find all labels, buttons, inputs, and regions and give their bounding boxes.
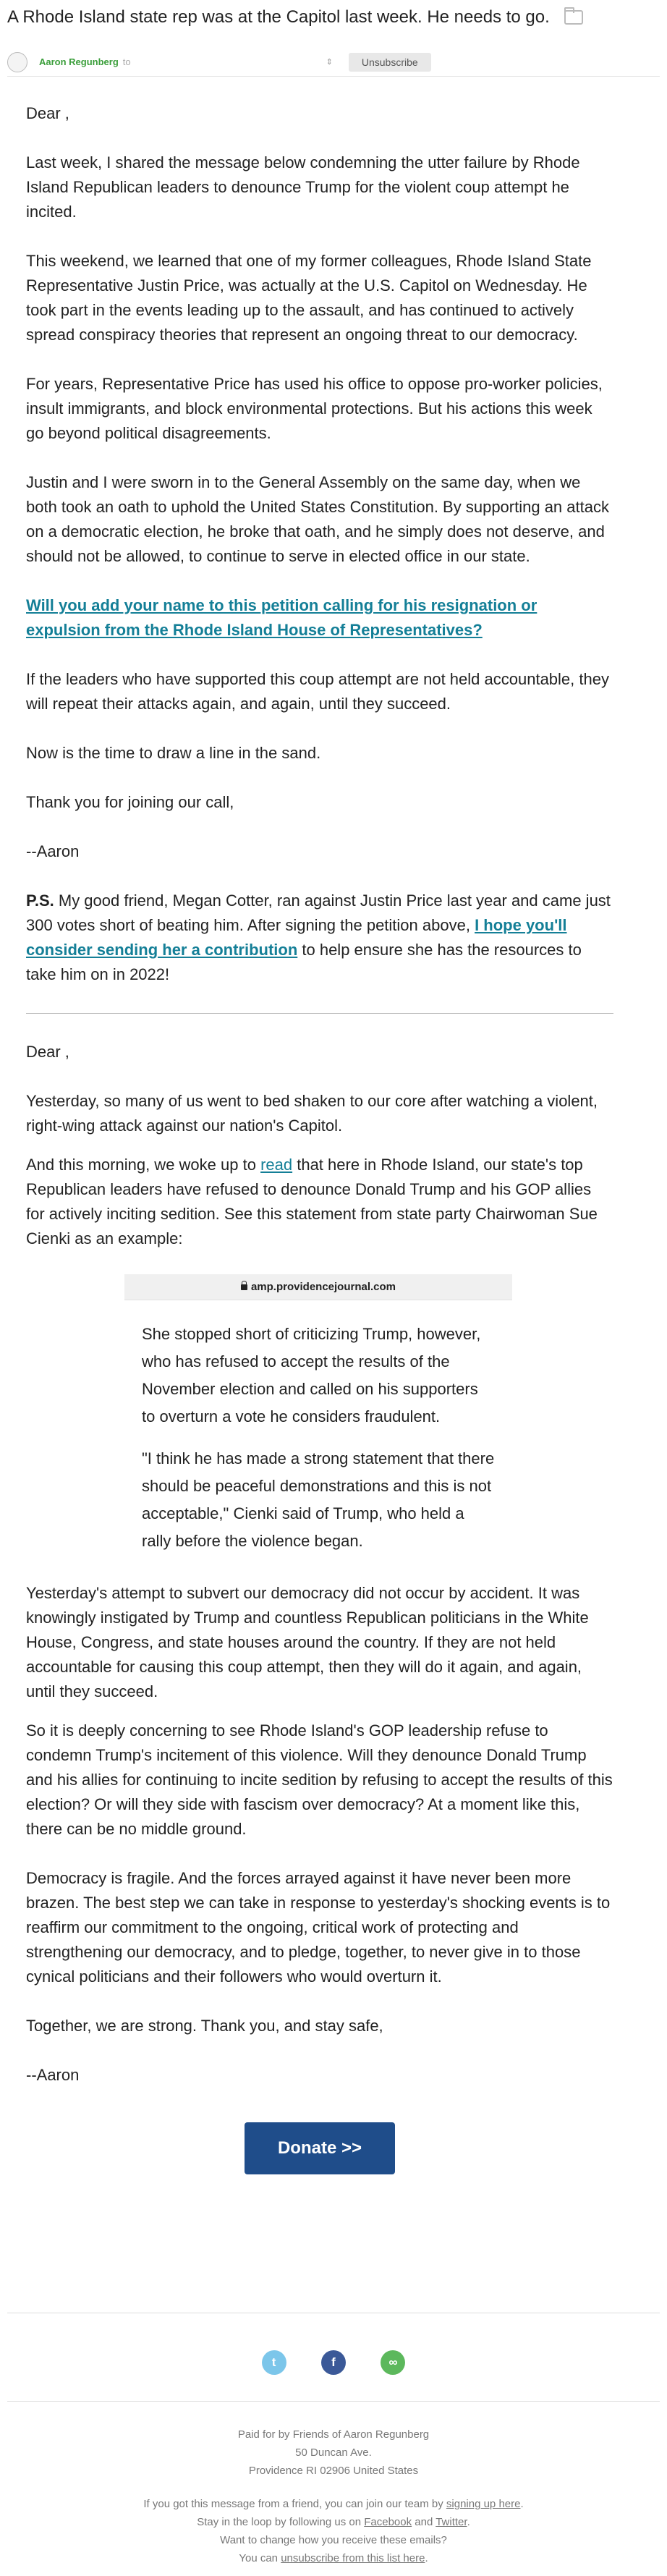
greeting: Dear , <box>26 1043 69 1061</box>
signoff: --Aaron <box>26 842 80 860</box>
paragraph: Together, we are strong. Thank you, and stay safe, <box>26 2017 383 2035</box>
paragraph: This weekend, we learned that one of my former colleagues, Rhode Island State Representative Justin Price, was actually at the U.S. Capitol on Wednesday. He took part in the events leading up to the assault, and has continued to actively spread conspiracy theories that represent an ongoing threat to our democracy. <box>26 252 592 344</box>
paragraph: Thank you for joining our call, <box>26 793 234 811</box>
loop-line: Stay in the loop by following us on Facebook and Twitter. <box>197 2516 470 2528</box>
paragraph: Last week, I shared the message below condemning the utter failure by Rhode Island Republican leaders to denounce Trump for the violent coup attempt he incited. <box>26 153 580 221</box>
join-line: If you got this message from a friend, you can join our team by signing up here. <box>143 2498 524 2510</box>
unsubscribe-button[interactable]: Unsubscribe <box>349 53 431 72</box>
contribution-link[interactable]: I hope you'll consider sending her a contribution <box>26 916 567 959</box>
postscript <box>26 889 613 987</box>
social-links <box>0 2350 667 2375</box>
email-body <box>26 101 613 2174</box>
quote-paragraph: "I think he has made a strong statement that there should be peaceful demonstrations and this is not acceptable," Cienki said of Trump, who held a rally before the violence began. <box>142 1449 495 1550</box>
ps-label: P.S. <box>26 891 54 910</box>
paragraph: Now is the time to draw a line in the sand. <box>26 744 321 762</box>
sort-arrows-icon[interactable]: ⇕ <box>326 58 333 67</box>
facebook-icon[interactable]: f <box>321 2350 346 2375</box>
quote-card <box>124 1274 512 1555</box>
ps-end: to help ensure she has the resources to take him on in 2022! <box>26 941 582 983</box>
paragraph: So it is deeply concerning to see Rhode Island's GOP leadership refuse to condemn Trump's incitement of this violence. Will they denounce Donald Trump and his allies for continuing to incite sedition by refusing to accept the results of this election? Or will they side with fascism over democracy? At a moment like this, there can be no middle ground. <box>26 1721 613 1838</box>
address-line: 50 Duncan Ave. <box>295 2446 372 2459</box>
paragraph: For years, Representative Price has used his office to oppose pro-worker policies, insult immigrants, and block environmental protections. But his actions this week go beyond political disagreements. <box>26 375 603 442</box>
paragraph: Justin and I were sworn in to the General Assembly on the same day, when we both took an oath to uphold the United States Constitution. By supporting an attack on a democratic election, he broke that oath, and he simply does not deserve, and should not be allowed, to continue to serve in elected office in our state. <box>26 473 609 565</box>
paragraph: Democracy is fragile. And the forces arrayed against it have never been more brazen. The best step we can take in response to yesterday's shocking events is to reaffirm our commitment to the ongoing, critical work of protecting and strengthening our democracy, and to pledge, together, to never give in to those cynical politicians and their followers who would overturn it. <box>26 1869 611 1986</box>
quote-paragraph: She stopped short of criticizing Trump, however, who has refused to accept the results of the November election and called on his supporters to overturn a vote he considers fraudulent. <box>142 1325 481 1425</box>
avatar <box>7 52 27 72</box>
folder-icon[interactable] <box>564 10 583 25</box>
donate-button[interactable]: Donate >> <box>245 2122 395 2174</box>
twitter-icon[interactable]: t <box>262 2350 286 2375</box>
change-line: Want to change how you receive these emails? <box>220 2534 447 2546</box>
footer-links <box>0 2495 667 2567</box>
unsub-line: You can unsubscribe from this list here. <box>239 2552 428 2564</box>
link-icon[interactable]: ∞ <box>381 2350 405 2375</box>
sender-name[interactable]: Aaron Regunberg <box>39 56 119 67</box>
unsubscribe-link[interactable]: unsubscribe from this list here <box>281 2552 425 2564</box>
sender-bar <box>7 48 660 77</box>
paragraph: If the leaders who have supported this coup attempt are not held accountable, they will repeat their attacks again, and again, until they succeed. <box>26 670 609 713</box>
read-link[interactable]: read <box>260 1156 293 1174</box>
divider <box>26 1013 613 1014</box>
paid-for: Paid for by Friends of Aaron Regunberg <box>237 2428 430 2441</box>
signoff: --Aaron <box>26 2066 80 2084</box>
quote-url: amp.providencejournal.com <box>250 1281 396 1293</box>
signup-link[interactable]: signing up here <box>446 2498 521 2510</box>
recipient-label: to <box>122 56 131 67</box>
footer-divider <box>7 2401 660 2402</box>
paragraph: And this morning, we woke up to read that here in Rhode Island, our state's top Republican leaders have refused to denounce Donald Trump and his GOP allies for actively inciting sedition. See this statement from state party Chairwoman Sue Cienki as an example: <box>26 1156 598 1247</box>
facebook-link[interactable]: Facebook <box>364 2516 412 2528</box>
email-subject: A Rhode Island state rep was at the Capitol last week. He needs to go. <box>7 7 550 27</box>
paragraph: Yesterday, so many of us went to bed shaken to our core after watching a violent, right-wing attack against our nation's Capitol. <box>26 1092 598 1135</box>
petition-link[interactable]: Will you add your name to this petition calling for his resignation or expulsion from the Rhode Island House of Representatives? <box>26 596 538 639</box>
quote-url-bar[interactable] <box>124 1274 512 1300</box>
subject-bar <box>0 0 667 35</box>
twitter-link[interactable]: Twitter <box>436 2516 467 2528</box>
ps-text: My good friend, Megan Cotter, ran against Justin Price last year and came just 300 votes short of beating him. After signing the petition above, <box>26 891 611 934</box>
lock-icon <box>241 1284 247 1290</box>
paragraph: Yesterday's attempt to subvert our democracy did not occur by accident. It was knowingly instigated by Trump and countless Republican politicians in the White House, Congress, and state houses around the country. If they are not held accountable for causing this coup attempt, then they will do it again, and again, until they succeed. <box>26 1584 589 1700</box>
address-line: Providence RI 02906 United States <box>248 2465 419 2477</box>
greeting: Dear , <box>26 104 69 122</box>
footer-address <box>0 2425 667 2480</box>
